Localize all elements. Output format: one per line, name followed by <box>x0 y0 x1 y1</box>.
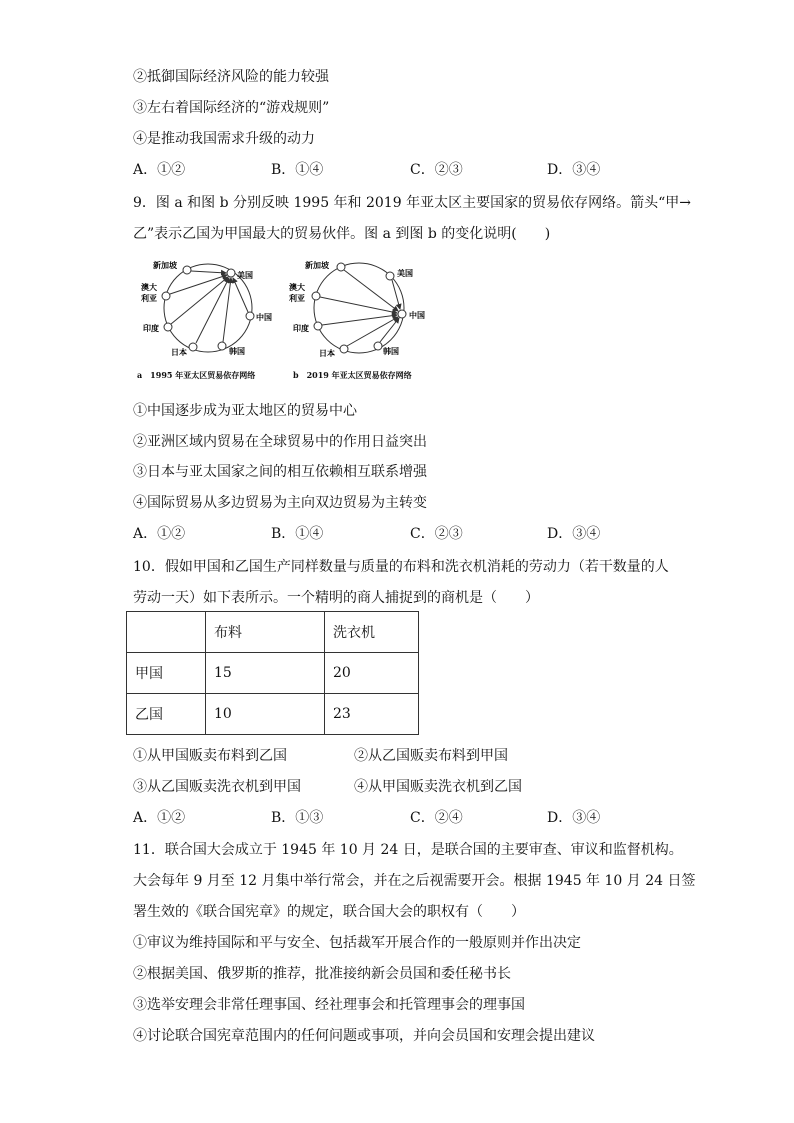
fig-b-label-singapore: 新加坡 <box>305 261 329 270</box>
q10-option-c[interactable]: C．②④ <box>410 810 463 826</box>
q9-option-d[interactable]: D．③④ <box>547 526 601 542</box>
fig-a-node-australia <box>162 292 170 300</box>
q9-option-c[interactable]: C．②③ <box>410 526 463 542</box>
fig-a-label-australia-1: 澳大 <box>141 283 157 292</box>
figure-b-caption: b 2019 年亚太区贸易依存网络 <box>293 370 412 380</box>
table-cell: 15 <box>206 653 325 694</box>
fig-b-node-usa <box>386 272 394 280</box>
fig-b-node-singapore <box>337 263 345 271</box>
q11-stem-line2: 大会每年 9 月至 12 月集中举行常会，并在之后视需要开会。根据 1945 年 10 月 24 日签 <box>133 873 696 889</box>
q10-item-4: ④从甲国贩卖洗衣机到乙国 <box>354 779 522 795</box>
table-header-cell: 布料 <box>206 612 325 653</box>
fig-b-label-australia-1: 澳大 <box>289 283 305 292</box>
fig-b-node-korea <box>374 342 382 350</box>
fig-b-label-usa: 美国 <box>397 269 413 278</box>
q9-item-1: ①中国逐步成为亚太地区的贸易中心 <box>133 403 357 419</box>
table-row <box>127 653 419 694</box>
fig-b-node-australia <box>312 292 320 300</box>
fig-a-arrow <box>191 271 226 273</box>
fig-a-node-china <box>246 312 254 320</box>
fig-a-node-india <box>164 323 172 331</box>
fig-b-node-japan <box>340 345 348 353</box>
fig-b-arrow <box>392 280 400 309</box>
q9-item-4: ④国际贸易从多边贸易为主向双边贸易为主转变 <box>133 495 427 511</box>
fig-b-node-china <box>398 310 406 318</box>
q8-option-a[interactable]: A．①② <box>133 162 186 178</box>
q11-item-4: ④讨论联合国宪章范围内的任何问题或事项，并向会员国和安理会提出建议 <box>133 1028 595 1044</box>
table-cell: 甲国 <box>127 653 206 694</box>
q9-item-3: ③日本与亚太国家之间的相互依赖相互联系增强 <box>133 464 427 480</box>
q9-option-b[interactable]: B．①④ <box>271 526 324 542</box>
q11-item-2: ②根据美国、俄罗斯的推荐，批准接纳新会员国和委任秘书长 <box>133 966 511 982</box>
fig-a-label-japan: 日本 <box>171 348 187 357</box>
q8-option-c[interactable]: C．②③ <box>410 162 463 178</box>
q8-option-d[interactable]: D．③④ <box>547 162 601 178</box>
q10-item-3: ③从乙国贩卖洗衣机到甲国 <box>133 779 301 795</box>
fig-a-node-japan <box>189 343 197 351</box>
q10-stem-line1: 10．假如甲国和乙国生产同样数量与质量的布料和洗衣机消耗的劳动力（若干数量的人 <box>133 559 669 575</box>
fig-a-arrow <box>233 278 248 312</box>
table-cell: 20 <box>325 653 419 694</box>
q10-option-a[interactable]: A．①② <box>133 810 186 826</box>
q9-stem-line1: 9．图 a 和图 b 分别反映 1995 年和 2019 年亚太区主要国家的贸易依存网络。箭头“甲→ <box>133 195 691 211</box>
fig-a-node-usa <box>227 269 235 277</box>
q10-labor-table <box>126 611 419 735</box>
table-cell: 乙国 <box>127 694 206 735</box>
table-header-cell: 洗衣机 <box>325 612 419 653</box>
table-cell: 10 <box>206 694 325 735</box>
q10-item-1: ①从甲国贩卖布料到乙国 <box>133 748 287 764</box>
fig-b-arrow <box>320 297 397 313</box>
table-cell: 23 <box>325 694 419 735</box>
fig-a-label-china: 中国 <box>256 313 272 322</box>
q9-item-2: ②亚洲区域内贸易在全球贸易中的作用日益突出 <box>133 434 427 450</box>
fig-a-label-usa: 美国 <box>237 271 253 280</box>
fig-b-label-india: 印度 <box>293 324 309 333</box>
fig-b-label-korea: 韩国 <box>383 347 399 356</box>
figure-b <box>281 254 431 374</box>
figure-a-caption: a 1995 年亚太区贸易依存网络 <box>137 370 256 380</box>
q8-item-4: ④是推动我国需求升级的动力 <box>133 131 315 147</box>
fig-b-arrow <box>347 317 398 346</box>
fig-a-label-korea: 韩国 <box>229 347 245 356</box>
table-header-row <box>127 612 419 653</box>
q9-option-a[interactable]: A．①② <box>133 526 186 542</box>
q11-stem-line1: 11．联合国大会成立于 1945 年 10 月 24 日，是联合国的主要审查、审议和监督机构。 <box>133 842 683 858</box>
q8-item-2: ②抵御国际经济风险的能力较强 <box>133 69 329 85</box>
q11-item-1: ①审议为维持国际和平与安全、包括裁军开展合作的一般原则并作出决定 <box>133 935 581 951</box>
figure-a <box>133 254 273 374</box>
q9-stem-line2: 乙”表示乙国为甲国最大的贸易伙伴。图 a 到图 b 的变化说明( ) <box>133 226 551 242</box>
q10-stem-line2: 劳动一天）如下表所示。一个精明的商人捕捉到的商机是（ ） <box>133 590 539 606</box>
fig-b-label-japan: 日本 <box>319 349 335 358</box>
fig-a-label-singapore: 新加坡 <box>153 261 177 270</box>
q8-option-b[interactable]: B．①④ <box>271 162 324 178</box>
q8-item-3: ③左右着国际经济的“游戏规则” <box>133 100 330 116</box>
fig-b-label-australia-2: 利亚 <box>289 294 305 303</box>
table-row <box>127 694 419 735</box>
q10-option-b[interactable]: B．①③ <box>271 810 324 826</box>
q10-item-2: ②从乙国贩卖布料到甲国 <box>354 748 508 764</box>
fig-a-node-korea <box>218 342 226 350</box>
fig-b-label-china: 中国 <box>409 311 425 320</box>
q11-stem-line3: 署生效的《联合国宪章》的规定，联合国大会的职权有（ ） <box>133 904 525 920</box>
fig-b-node-india <box>314 322 322 330</box>
fig-a-label-australia-2: 利亚 <box>141 294 157 303</box>
q11-item-3: ③选举安理会非常任理事国、经社理事会和托管理事会的理事国 <box>133 997 525 1013</box>
fig-a-node-singapore <box>183 266 191 274</box>
q10-option-d[interactable]: D．③④ <box>547 810 601 826</box>
fig-a-label-india: 印度 <box>143 324 159 333</box>
table-header-cell <box>127 612 206 653</box>
